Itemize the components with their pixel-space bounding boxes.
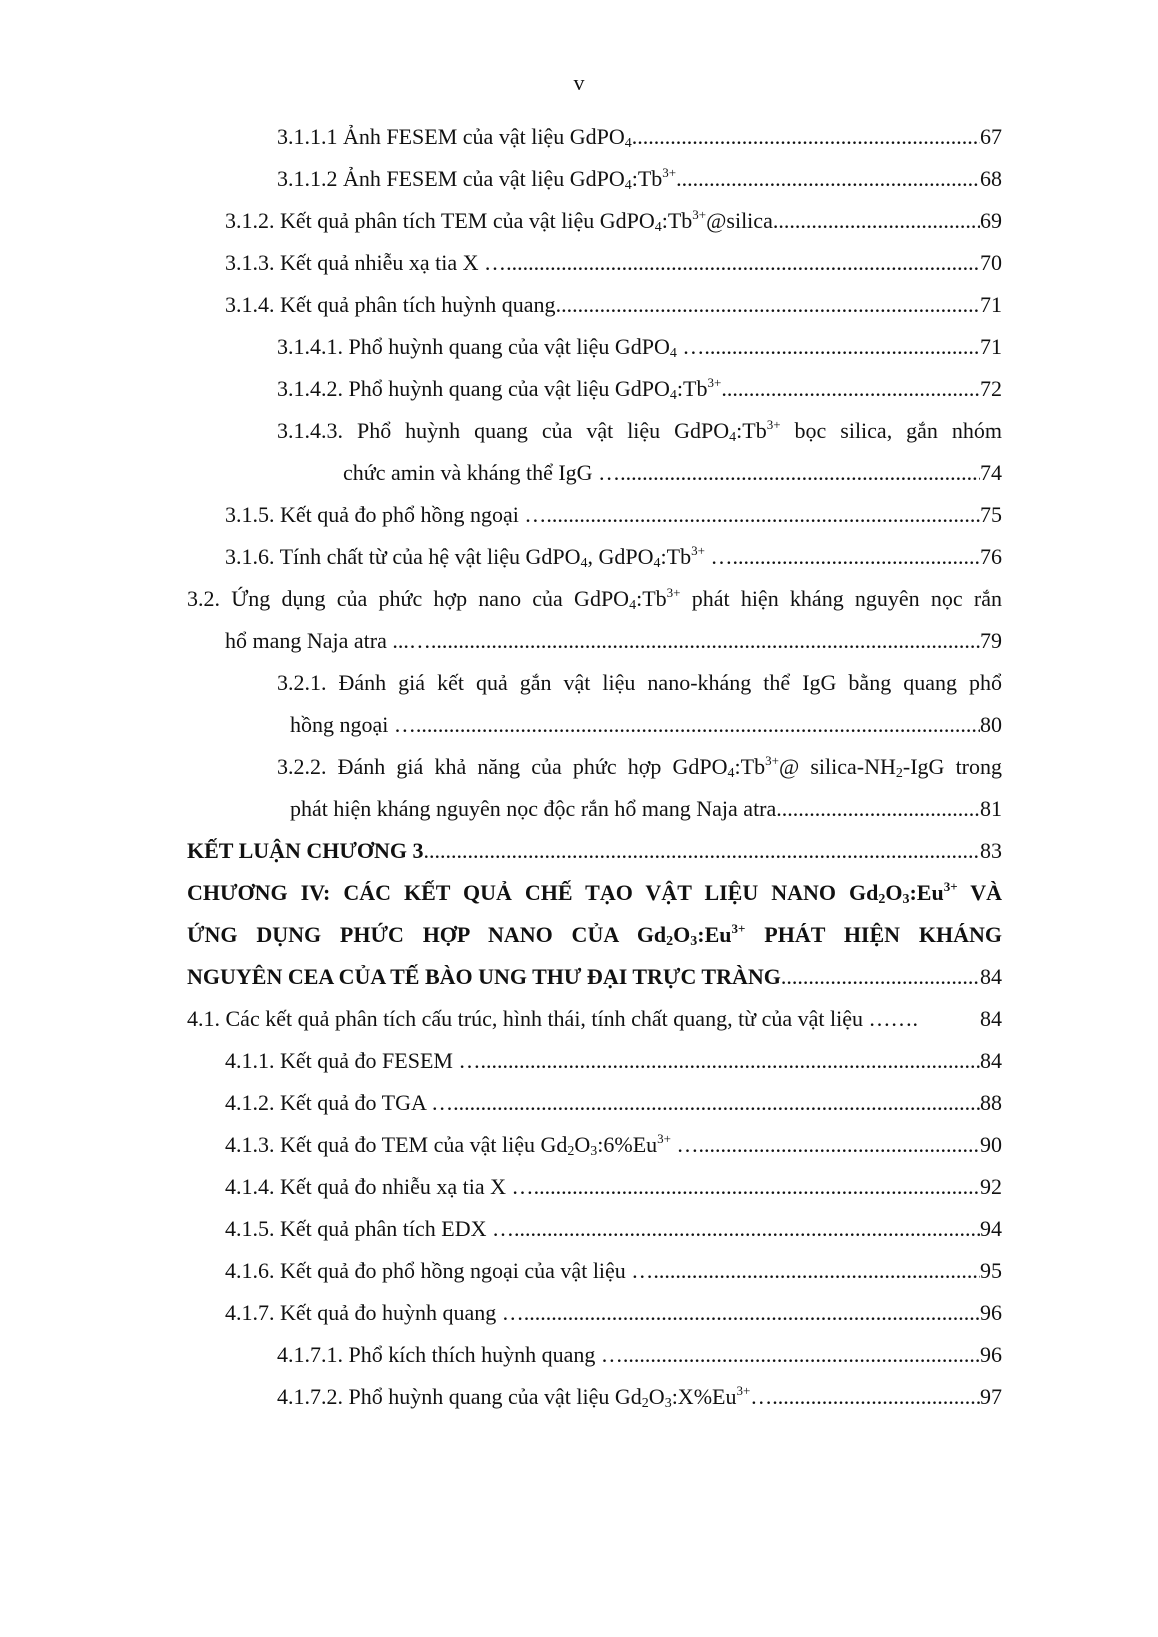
toc-entry-4-1-7-1[interactable]: 4.1.7.1. Phổ kích thích huỳnh quang … ..... 96 <box>277 1334 1002 1376</box>
page-ref: 72 <box>980 376 1002 401</box>
page-ref: 74 <box>980 460 1002 485</box>
leader-dots <box>772 1376 980 1418</box>
toc-entry-3-1-4-1[interactable]: 3.1.4.1. Phổ huỳnh quang của vật liệu GdPO$_4$ … ..... 71 <box>277 326 1002 368</box>
leader-dots <box>424 830 980 872</box>
page-ref: 94 <box>980 1216 1002 1241</box>
leader-dots <box>431 620 980 662</box>
toc-entry-3-2-line1[interactable]: 3.2. Ứng dụng của phức hợp nano của $GdPO_4:Tb^{3+}$ phát hiện kháng nguyên nọc rắn <box>187 585 1003 613</box>
page-ref: 97 <box>980 1384 1002 1409</box>
leader-dots <box>416 704 980 746</box>
toc-entry-3-2-1-line1[interactable]: 3.2.1. Đánh giá kết quả gắn vật liệu nano-kháng thể IgG bằng quang phổ <box>277 670 1002 695</box>
page-ref: 95 <box>980 1258 1002 1283</box>
toc-entry-3-2-line2[interactable]: hổ mang Naja atra ...… ..... 79 <box>225 620 1002 662</box>
leader-dots <box>623 1334 980 1376</box>
leader-dots <box>534 1166 980 1208</box>
leader-dots <box>676 158 980 200</box>
page-ref: 79 <box>980 628 1002 653</box>
toc-entry-chuong-iv-line1[interactable]: CHƯƠNG IV: CÁC KẾT QUẢ CHẾ TẠO VẬT LIỆU NANO $Gd_2O_3:Eu^{3+}$ VÀ <box>187 879 1003 907</box>
toc-entry-ket-luan-chuong-3[interactable]: KẾT LUẬN CHƯƠNG 3 ..... 83 <box>187 830 1002 872</box>
leader-dots <box>632 116 980 158</box>
toc-entry-3-1-3[interactable]: 3.1.3. Kết quả nhiễu xạ tia X … ..... 70 <box>225 242 1002 284</box>
leader-dots <box>732 536 980 578</box>
page-ref: 69 <box>980 208 1002 233</box>
page-ref: 83 <box>980 838 1002 863</box>
page-ref: 96 <box>980 1300 1002 1325</box>
page-ref: 90 <box>980 1132 1002 1157</box>
page-ref: 84 <box>980 1006 1002 1031</box>
page-number: v <box>573 70 585 95</box>
leader-dots <box>773 200 980 242</box>
toc-entry-3-1-4-3-line2[interactable]: chức amin và kháng thể IgG … ..... 74 <box>343 452 1002 494</box>
page-ref: 76 <box>980 544 1002 569</box>
toc-entry-chuong-iv-line2[interactable]: ỨNG DỤNG PHỨC HỢP NANO CỦA $Gd_2O_3:Eu^{3+}$ PHÁT HIỆN KHÁNG <box>187 921 1002 949</box>
toc-entry-4-1-1[interactable]: 4.1.1. Kết quả đo FESEM … ..... 84 <box>225 1040 1002 1082</box>
page-ref: 92 <box>980 1174 1002 1199</box>
page-ref: 71 <box>980 334 1002 359</box>
leader-dots <box>546 494 980 536</box>
toc-entry-3-1-1-2[interactable]: 3.1.1.2 Ảnh FESEM của vật liệu $GdPO_4:Tb^{3+}$ ..... 68 <box>277 158 1002 200</box>
page-ref: 88 <box>980 1090 1002 1115</box>
toc-entry-4-1-5[interactable]: 4.1.5. Kết quả phân tích EDX … ..... 94 <box>225 1208 1002 1250</box>
toc-entry-4-1-4[interactable]: 4.1.4. Kết quả đo nhiễu xạ tia X … ..... 92 <box>225 1166 1002 1208</box>
toc-entry-3-1-5[interactable]: 3.1.5. Kết quả đo phổ hồng ngoại … ..... 75 <box>225 494 1002 536</box>
page-ref: 75 <box>980 502 1002 527</box>
toc-entry-3-1-2[interactable]: 3.1.2. Kết quả phân tích TEM của vật liệu $GdPO_4:Tb^{3+}@silica$ ..... 69 <box>225 200 1002 242</box>
toc-entry-3-1-1-1[interactable]: 3.1.1.1 Ảnh FESEM của vật liệu GdPO$_4$ ..... 67 <box>277 116 1002 158</box>
toc-entry-3-2-2-line2[interactable]: phát hiện kháng nguyên nọc độc rắn hổ mang Naja atra ..... 81 <box>290 788 1002 830</box>
page-ref: 68 <box>980 166 1002 191</box>
leader-dots <box>721 368 980 410</box>
toc-entry-3-2-1-line2[interactable]: hồng ngoại … ..... 80 <box>290 704 1002 746</box>
toc-entry-3-1-4-3-line1[interactable]: 3.1.4.3. Phổ huỳnh quang của vật liệu $GdPO_4:Tb^{3+}$ bọc silica, gắn nhóm <box>277 417 1003 445</box>
toc-entry-4-1-2[interactable]: 4.1.2. Kết quả đo TGA … ..... 88 <box>225 1082 1002 1124</box>
leader-dots <box>653 1250 980 1292</box>
leader-dots <box>480 1040 980 1082</box>
toc-entry-4-1-7[interactable]: 4.1.7. Kết quả đo huỳnh quang … ..... 96 <box>225 1292 1002 1334</box>
page-ref: 84 <box>980 1048 1002 1073</box>
toc-entry-4-1-3[interactable]: 4.1.3. Kết quả đo TEM của vật liệu $Gd_2O_3:6\%Eu^{3+}$ … ..... 90 <box>225 1124 1002 1166</box>
page-ref: 70 <box>980 250 1002 275</box>
leader-dots <box>453 1082 980 1124</box>
toc-entry-chuong-iv-line3[interactable]: NGUYÊN CEA CỦA TẾ BÀO UNG THƯ ĐẠI TRỰC TRÀNG ..... 84 <box>187 956 1002 998</box>
page-ref: 96 <box>980 1342 1002 1367</box>
page-ref: 71 <box>980 292 1002 317</box>
toc-entry-4-1[interactable]: 4.1. Các kết quả phân tích cấu trúc, hình thái, tính chất quang, từ của vật liệu ……. 84 <box>187 998 1002 1040</box>
toc-entry-4-1-7-2[interactable]: 4.1.7.2. Phổ huỳnh quang của vật liệu $Gd_2O_3:X\%Eu^{3+}\dots$ ..... 97 <box>277 1376 1002 1418</box>
toc-entry-3-1-6[interactable]: 3.1.6. Tính chất từ của hệ vật liệu GdPO$_4$, $GdPO_4:Tb^{3+}$ … ..... 76 <box>225 536 1002 578</box>
leader-dots <box>704 326 980 368</box>
toc-entry-4-1-6[interactable]: 4.1.6. Kết quả đo phổ hồng ngoại của vật liệu … ..... 95 <box>225 1250 1002 1292</box>
leader-dots <box>556 284 980 326</box>
toc-entry-3-1-4[interactable]: 3.1.4. Kết quả phân tích huỳnh quang ..... 71 <box>225 284 1002 326</box>
page-ref: 81 <box>980 796 1002 821</box>
toc-entry-3-1-4-2[interactable]: 3.1.4.2. Phổ huỳnh quang của vật liệu $GdPO_4:Tb^{3+}$ ..... 72 <box>277 368 1002 410</box>
leader-dots <box>776 788 980 830</box>
leader-dots <box>620 452 980 494</box>
toc-entry-3-2-2-line1[interactable]: 3.2.2. Đánh giá khả năng của phức hợp $GdPO_4:Tb^{3+}@$ silica-$NH_2$-IgG trong <box>277 753 1003 781</box>
page-ref: 84 <box>980 964 1002 989</box>
leader-dots <box>506 242 980 284</box>
page-ref: 67 <box>980 124 1002 149</box>
leader-dots <box>514 1208 980 1250</box>
leader-dots <box>781 956 980 998</box>
leader-dots <box>698 1124 980 1166</box>
leader-dots <box>524 1292 980 1334</box>
page-ref: 80 <box>980 712 1002 737</box>
